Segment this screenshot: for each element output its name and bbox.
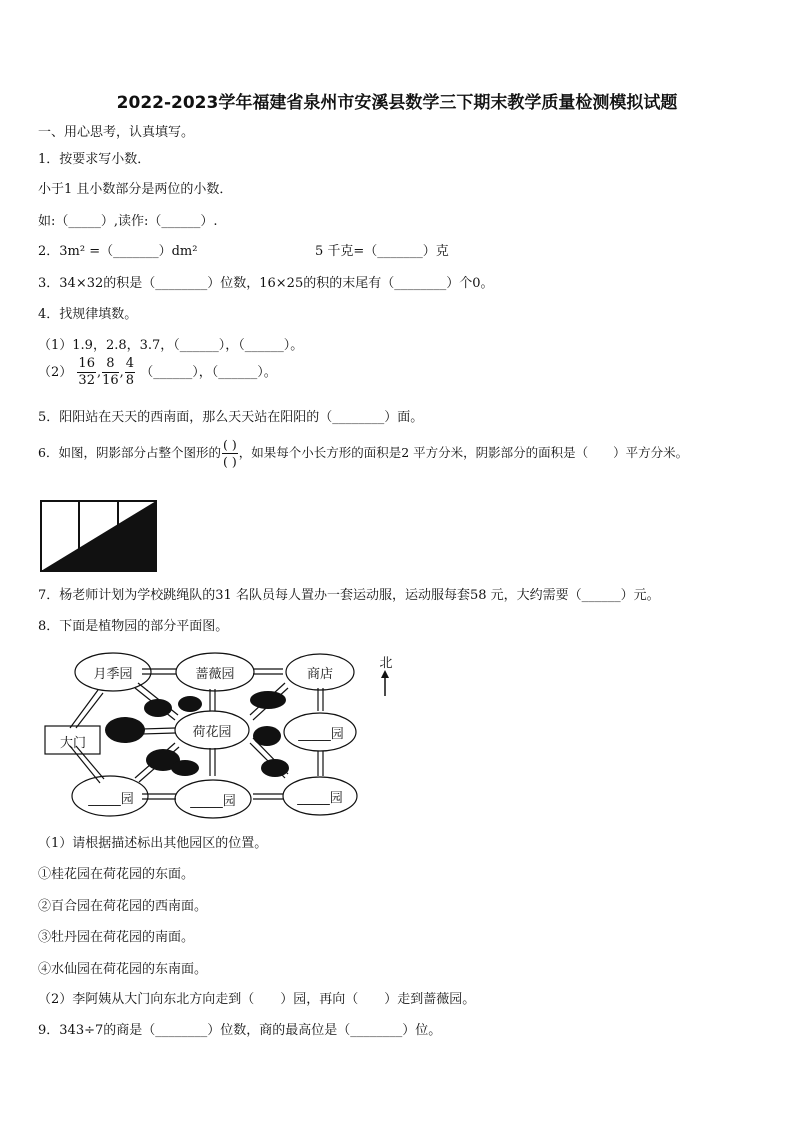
- question-8-sub2: （2）李阿姨从大门向东北方向走到（ ）园，再向（ ）走到蔷薇园。: [38, 992, 476, 1007]
- question-3: 3．34×32的积是（________）位数，16×25的积的末尾有（________）个0。: [38, 276, 494, 291]
- map-label-blank-sw: _____园: [88, 792, 134, 807]
- fraction-2: $\frac{8}{16}$: [102, 356, 119, 388]
- sub2-label: （2）: [38, 365, 73, 380]
- map-label-damen: 大门: [59, 736, 86, 751]
- garden-map: [40, 648, 400, 823]
- map-label-blank-se: _____园: [297, 791, 343, 806]
- shaded-rectangle-figure: [40, 500, 158, 573]
- map-label-blank-east: _____园: [298, 727, 344, 742]
- question-7: 7．杨老师计划为学校跳绳队的31 名队员每人置办一套运动服，运动服每套58 元，大约需要（______）元。: [38, 588, 660, 603]
- map-label-blank-s: _____园: [190, 794, 236, 809]
- question-9: 9．343÷7的商是（________）位数，商的最高位是（________）位。: [38, 1023, 442, 1038]
- section-heading: 一、用心思考，认真填写。: [38, 125, 195, 140]
- fraction-1: $\frac{16}{32}$: [78, 356, 95, 388]
- map-label-qiangwei: 蔷薇园: [195, 667, 235, 682]
- map-label-shangdian: 商店: [306, 667, 333, 682]
- question-1-blanks: 如:（_____）,读作:（______）.: [38, 214, 218, 229]
- question-4-head: 4．找规律填数。: [38, 307, 138, 322]
- question-2a: 2．3m² =（_______）dm²: [38, 244, 198, 259]
- fraction-3: $\frac{4}{8}$: [125, 356, 135, 388]
- north-label: 北: [379, 656, 393, 671]
- question-1-text: 小于1 且小数部分是两位的小数．: [38, 182, 233, 197]
- question-6: 6．如图，阴影部分占整个图形的 $\frac{( )}{( )}$ ，如果每个小长方形的面积是2 平方分米，阴影部分的面积是（ ）平方分米。: [38, 437, 689, 469]
- question-2b: 5 千克=（_______）克: [315, 244, 449, 259]
- question-8-item-1: ①桂花园在荷花园的东面。: [38, 867, 195, 882]
- question-4-sub1: （1）1.9，2.8，3.7，（______），（______）。: [38, 338, 304, 353]
- question-1-head: 1．按要求写小数．: [38, 152, 151, 167]
- question-4-sub2: （2） $\frac{16}{32}$ , $\frac{8}{16}$ , $\frac{4}{8}$ （______），（______）。: [38, 356, 277, 388]
- question-8-item-4: ④水仙园在荷花园的东南面。: [38, 962, 208, 977]
- question-5: 5．阳阳站在天天的西南面，那么天天站在阳阳的（________）面。: [38, 410, 424, 425]
- fraction-blank: $\frac{( )}{( )}$: [222, 437, 237, 469]
- sub2-tail: （______），（______）。: [140, 365, 277, 380]
- question-8-sub1: （1）请根据描述标出其他园区的位置。: [38, 836, 268, 851]
- question-8-head: 8．下面是植物园的部分平面图。: [38, 619, 229, 634]
- page-title: 2022-2023学年福建省泉州市安溪县数学三下期末教学质量检测模拟试题: [116, 93, 678, 113]
- map-label-yueji: 月季园: [93, 667, 133, 682]
- question-8-item-2: ②百合园在荷花园的西南面。: [38, 899, 208, 914]
- map-label-hehua: 荷花园: [192, 725, 232, 740]
- question-8-item-3: ③牡丹园在荷花园的南面。: [38, 930, 195, 945]
